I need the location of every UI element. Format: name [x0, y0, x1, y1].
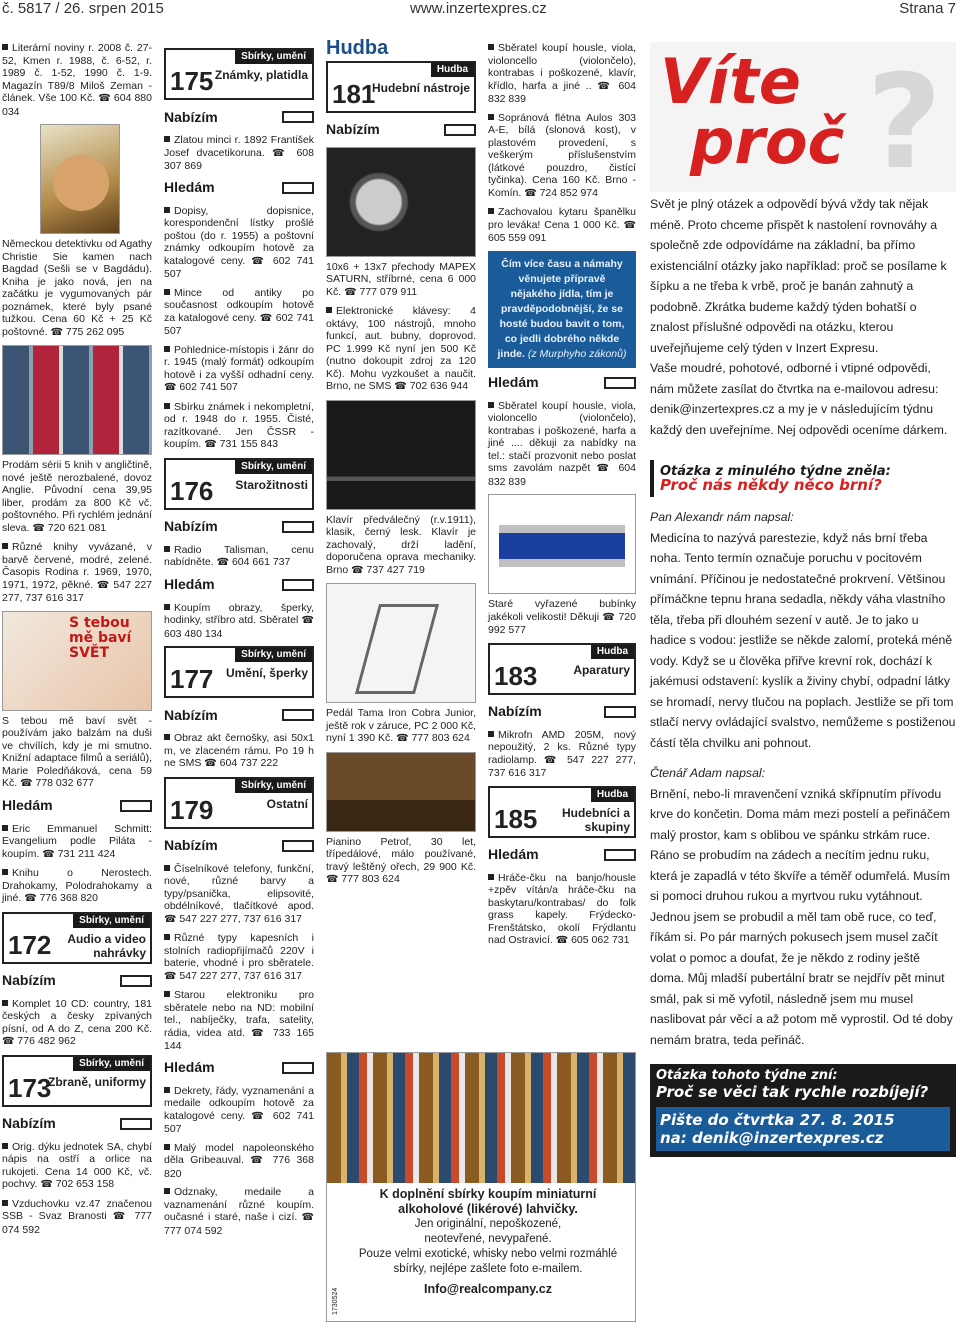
- issue-number: č. 5817 / 26. srpen 2015: [2, 0, 164, 17]
- classified-ad: Elektronické klávesy: 4 oktávy, 100 nástrojů, mnoho funkcí, aut. bubny, doprovod. PC 1.999 Kč nyní jen 500 Kč (nutno dokoupit zdroj za 120 Kč). Mohu vyzkoušet a naučit. Brno, ne SMS ☎ 702 636 944: [326, 305, 476, 392]
- phone-icon: ☎: [251, 255, 267, 267]
- category-number: 176: [170, 475, 214, 506]
- section-heading-nabizim: Nabízím: [164, 108, 314, 126]
- phone-icon: ☎: [204, 758, 217, 769]
- phone-icon: ☎: [251, 1027, 267, 1039]
- arrow-right-icon: [604, 706, 636, 718]
- classified-ad: Různé typy kapesních i stolních radiopřijímačů 220V i baterie, vhodné i pro sběratele. ☎ 547 227 277, 737 616 317: [164, 932, 314, 982]
- phone-icon: ☎: [32, 522, 45, 534]
- pianino-photo: [326, 752, 476, 832]
- phone-number: 776 482 962: [17, 1035, 76, 1047]
- classified-ad: Pedál Tama Iron Cobra Junior, ještě rok v záruce, PC 2 000 Kč, nyní 1 390 Kč. ☎ 777 803 624: [326, 707, 476, 744]
- classified-ad: Prodám sérii 5 knih v angličtině, nové ještě nerozbalené, dovoz Anglie. Původní cena 39,95 liber, prodám za 800 Kč vč. poštovného. Při rychlém jednání sleva. ☎ 720 621 081: [2, 459, 152, 534]
- category-label: Hudba: [591, 788, 634, 802]
- phone-number: 775 262 095: [65, 325, 125, 338]
- classified-ad: Obraz akt černošky, asi 50x1 m, ve zlaceném rámu. Po 19 h ne SMS ☎ 604 737 222: [164, 732, 314, 769]
- phone-number: 604 832 839: [488, 79, 636, 105]
- phone-icon: ☎: [524, 187, 537, 199]
- category-title: Hudebníci a skupiny: [561, 805, 630, 834]
- phone-icon: ☎: [112, 1211, 129, 1222]
- category-title: Aparatury: [573, 662, 630, 677]
- section-heading-nabizim: Nabízím: [164, 518, 314, 536]
- deadline-email[interactable]: na: denik@inzertexpres.cz: [660, 1128, 884, 1147]
- cover-title: S tebou mě baví SVĚT: [69, 614, 132, 661]
- category-label: Sbírky, umění: [235, 779, 312, 793]
- phone-icon: ☎: [351, 564, 364, 576]
- this-week-question-box: [650, 1064, 956, 1157]
- phone-icon: ☎: [164, 382, 177, 393]
- phone-icon: ☎: [164, 913, 177, 925]
- category-title: Umění, šperky: [225, 666, 308, 680]
- phone-icon: ☎: [98, 93, 111, 104]
- phone-number: 547 227 277, 737 616 317: [2, 578, 152, 604]
- phone-icon: ☎: [344, 286, 357, 298]
- classified-ad: Odznaky, medaile a vaznamenání různé koupím. oučasné i staré, naše i cizí. ☎ 777 074 592: [164, 1186, 314, 1237]
- last-question: Proč nás někdy něco brní?: [660, 475, 882, 494]
- category-183: [488, 643, 636, 695]
- phone-icon: ☎: [602, 611, 616, 623]
- book-photo-christie: [40, 124, 120, 234]
- ad-line: Jen originální, nepoškozené,: [414, 1218, 562, 1230]
- arrow-right-icon: [282, 111, 314, 123]
- arrow-left-icon: [282, 579, 314, 591]
- phone-number: 724 852 974: [539, 186, 598, 199]
- section-heading-hledam: Hledám: [488, 846, 636, 864]
- snare-drum-photo: [488, 494, 636, 594]
- phone-icon: ☎: [623, 219, 636, 231]
- phone-number: 720 992 577: [488, 610, 636, 636]
- drum-shell: [499, 525, 625, 567]
- arrow-right-icon: [282, 840, 314, 852]
- page-header: [0, 0, 960, 20]
- phone-number: 702 653 158: [55, 1178, 115, 1190]
- section-heading-hledam: Hledám: [164, 1059, 314, 1077]
- phone-number: 777 079 911: [359, 285, 418, 298]
- phone-number: 776 368 820: [39, 892, 98, 904]
- contact-email[interactable]: Info@realcompany.cz: [424, 1282, 552, 1296]
- classified-ad: Pohlednice-místopis i žánr do r. 1945 (malý formát) odkoupím hotově i za vyšší odhadní ceny. ☎ 602 741 507: [164, 343, 314, 393]
- book-cover-photo: [2, 611, 152, 711]
- category-number: 185: [494, 803, 538, 834]
- phone-number: 777 074 592: [164, 1224, 223, 1237]
- category-number: 183: [494, 660, 538, 691]
- arrow-left-icon: [120, 800, 152, 812]
- intro-text-2: Vaše moudré, pohotové, odborné i vtipné odpovědi, nám můžete zasílat do čtvrtka na e-mailovou adresu: denik@inzertexpres.cz a my je v následujícím týdnu každý den uveřejníme. Nej odpovědi oceníme dárkem.: [650, 361, 948, 437]
- phone-icon: ☎: [326, 874, 339, 885]
- last-question-label: Otázka z minulého týdne zněla:: [660, 464, 891, 479]
- phone-number: 737 427 719: [366, 563, 425, 576]
- section-heading-nabizim: Nabízím: [488, 703, 636, 721]
- page-number: Strana 7: [899, 0, 956, 17]
- last-question-box: [650, 460, 956, 497]
- section-heading-nabizim: Nabízím: [164, 837, 314, 855]
- classified-ad: Orig. dýku jednotek SA, chybí nápis na ostří a orlice na rukojeti. Cena 14 000 Kč, vč. pochvy. ☎ 702 653 158: [2, 1140, 152, 1190]
- phone-number: 604 737 222: [219, 757, 279, 769]
- drum-photo: [326, 147, 476, 257]
- classified-ad: Literární noviny r. 2008 č. 27-52, Kmen r. 1988, č. 6-52, r. 1989 č. 1-52, 1990 č. 1-9. Magazín T89/8 Miloš Zeman - článek. Vše 100 Kč. ☎ 604 880 034: [2, 42, 152, 118]
- phone-icon: ☎: [597, 80, 613, 92]
- category-label: Hudba: [591, 645, 634, 659]
- phone-number: 547 227 277, 737 616 317: [179, 969, 303, 982]
- category-172: [2, 912, 152, 964]
- this-week-question: Proč se věci tak rychle rozbíjejí?: [656, 1082, 929, 1101]
- phone-number: 602 741 507: [164, 1109, 314, 1135]
- category-label: Sbírky, umění: [235, 50, 312, 64]
- category-title: Hudební nástroje: [371, 80, 470, 95]
- phone-number: 604 661 737: [231, 556, 291, 568]
- website-url[interactable]: www.inzertexpres.cz: [410, 0, 547, 17]
- phone-icon: ☎: [301, 1212, 314, 1223]
- category-label: Sbírky, umění: [73, 1057, 150, 1071]
- classified-ad: Mikrofn AMD 205M, nový nepoužitý, 2 ks. Různé typy radiolamp. ☎ 547 227 277, 737 616 317: [488, 728, 636, 779]
- section-heading-nabizim: Nabízím: [164, 706, 314, 724]
- category-label: Sbírky, umění: [235, 648, 312, 662]
- category-title: Známky, platidla: [214, 68, 308, 82]
- category-title: Ostatní: [266, 796, 308, 811]
- deadline-date: Pište do čtvrtka 27. 8. 2015: [660, 1110, 895, 1129]
- category-title: Starožitnosti: [235, 477, 308, 492]
- section-title-hudba: Hudba: [326, 37, 389, 59]
- category-title: Audio a video nahrávky: [67, 931, 146, 960]
- classified-ad: Mince od antiky po současnost odkoupím hotově za katalogové ceny. ☎ 602 741 507: [164, 286, 314, 337]
- ad-title: K doplnění sbírky koupím miniaturní alkoholové (likérové) lahvičky.: [379, 1187, 597, 1216]
- classified-ad: Sběratel koupí housle, viola, violoncello (violončelo), kontrabas i poškozené, harfa a jiné .... děkuji za nabídky na tel.: stačí prozvonit nebo poslat sms zavolám nazpět ☎ 604 832 839: [488, 399, 636, 488]
- classified-ad: Staré vyřazené bubínky jakékoli velikosti! Děkuji ☎ 720 992 577: [488, 598, 636, 636]
- section-heading-hledam: Hledám: [2, 797, 152, 815]
- arrow-right-icon: [120, 1118, 152, 1130]
- category-label: Sbírky, umění: [73, 914, 150, 928]
- phone-number: 602 741 507: [164, 254, 314, 280]
- category-number: 172: [8, 929, 52, 960]
- piano-photo: [326, 400, 476, 510]
- phone-icon: ☎: [301, 615, 314, 626]
- book-cover-portrait: [53, 155, 109, 211]
- arrow-left-icon: [604, 377, 636, 389]
- phone-icon: ☎: [204, 439, 217, 450]
- phone-icon: ☎: [24, 893, 37, 904]
- column-music-b: [488, 42, 636, 954]
- classified-ad: Dekrety, řády, vyznamenání a medaile odkoupím hotově za katalogové ceny. ☎ 602 741 507: [164, 1084, 314, 1135]
- column-music-a: [326, 37, 476, 893]
- answer-text: Brnění, nebo-li mravenčení vzniká skřípnutím přívodu krve do končetin. Doma mám mezi postelí a peřináčem malý prostor, kam s oblibou ve spánku strkám ruce. Ráno se probudím na zádech a necítím jednu ruku, která je zapadlá v této škvíře a téměř odumřelá. Musím si pomoci druhou rukou a myrtvou ruku vytáhnout. Jednou jsem se probudil a měl tam obě ruce, co teď, říkám si. Po pár marných pokusech jsem musel začít volat o pomoc a doufat, že je někdo z rodiny ještě doma. Můj mladší pubertální bratr se nejdřív pět minut smál, pak si mě vyfotil, následně jsem mu musel naslibovat pár věcí a až potom mě vyprostil. Od té doby nemám bratra, teda peřináč.: [650, 786, 953, 1047]
- phone-icon: ☎: [40, 1179, 53, 1190]
- phone-number: 603 480 134: [164, 627, 223, 640]
- phone-icon: ☎: [396, 733, 409, 744]
- phone-icon: ☎: [250, 1155, 267, 1166]
- classified-ad: Dopisy, dopisnice, korespondenční lístky prošlé poštou (do r. 1955) a poštovní známky odkoupím hotově za katalogové ceny. ☎ 602 741 507: [164, 204, 314, 280]
- ad-line: Pouze velmi exotické, whisky nebo velmi rozmáhlé sbírky, nejlépe zašlete foto e-mailem.: [358, 1248, 618, 1275]
- phone-number: 702 636 944: [409, 380, 469, 392]
- quote-source: (z Murphyho zákonů): [527, 347, 627, 360]
- category-number: 175: [170, 66, 214, 96]
- murphy-quote: Čím více času a námahy věnujete přípravě nějakého jídla, tím je pravděpodobnější, že se hosté budou bavit o tom, co jedli dobrého někde jinde. (z Murphyho zákonů): [488, 251, 636, 368]
- classified-ad: Různé knihy vyvázané, v barvě červené, modré, zelené. Časopis Rodina r. 1969, 1970, 1971, 1972, pěkné. ☎ 547 227 277, 737 616 317: [2, 541, 152, 604]
- category-177: [164, 646, 314, 698]
- phone-icon: ☎: [164, 970, 177, 982]
- phone-number: 731 211 424: [57, 847, 116, 860]
- miniature-bottles-ad: [326, 1052, 636, 1322]
- category-185: [488, 786, 636, 838]
- question-mark-icon: ?: [866, 46, 942, 198]
- section-heading-hledam: Hledám: [164, 576, 314, 594]
- column-books: [2, 42, 152, 1242]
- intro-text: Svět je plný otázek a odpovědí bývá vždy tak nějak méně. Proto chceme přispět k nastolení rovnováhy a společně zde odpovídáme na základní, ba přímo existenciální otázky jako například: proč se posílame k šípku a ne třeba k vrbě, proč je banán zahnutý a podobně. Zkrátka budeme každý týden bohatší o znalost příslušné odpovědi na otázku, kterou uveřejňujeme celý týden v Inzert Expresu.: [650, 197, 947, 355]
- phone-icon: ☎: [50, 326, 63, 338]
- phone-number: 720 621 081: [47, 521, 107, 534]
- phone-number: 605 559 091: [488, 232, 547, 244]
- answer-author: Čtenář Adam napsal:: [650, 766, 766, 780]
- phone-icon: ☎: [42, 848, 55, 860]
- book-series-photo: [2, 345, 152, 455]
- classified-ad: Radio Talisman, cenu nabídněte. ☎ 604 661 737: [164, 543, 314, 568]
- phone-icon: ☎: [543, 754, 561, 766]
- category-number: 177: [170, 664, 214, 694]
- classified-ad: Starou elektroniku pro sběratele nebo na ND: mobilní tel., nabíječky, trafa, satelity, rádia, videa atd. ☎ 733 165 144: [164, 989, 314, 1052]
- phone-number: 776 368 820: [164, 1154, 314, 1180]
- phone-number: 733 165 144: [164, 1026, 314, 1052]
- arrow-right-icon: [120, 975, 152, 987]
- classified-ad: S tebou mě baví svět - používám jako balzám na duši ve chvílích, kdy je mi smutno. Knižní adaptace filmů a seriálů), Marie Poledňáková, cena 59 Kč. ☎ 778 032 677: [2, 714, 152, 789]
- classified-ad: Sběratel koupí housle, viola, violoncello (violončelo), kontrabas i poškozené, klavír, křídlo, harfa a jiné .. ☎ 604 832 839: [488, 42, 636, 105]
- category-number: 181: [332, 78, 376, 109]
- phone-number: 547 227 277, 737 616 317: [179, 912, 303, 925]
- answer-text: Medicína to nazývá parestezie, když nás brní třeba noha. Tento termín označuje poruchu v pocitovém vnímání. Příčinou je nedostatečné prokrvení. Většinou přímáčkne tepnu hrana sedadla, někdy váha vlastního těla, třeba při dlouhém sezení v autě. Je to jako u hadice s vodou: jestliže se někde zalomí, proteká méně vody. Když se u člověka přiřve krevní rok, dochází k jakémusi odstavení: kyslík a živiny chybí, odpadní látky se hromadí, nervy tlučou na poplach. Jestliže se při tom stlačí nervy ovládající svalstvo, nemůžeme s postiženou částí těla chvilku ani pohnout.: [650, 530, 956, 750]
- classified-ad: Německou detektivku od Agathy Christie Sie kamen nach Bagdad (Sešli se v Bagdádu). Kniha je jako nová, jen na začátku je vygumovaných pár poznámek, které byly psané tužkou. Cena 60 Kč + 25 Kč poštovné. ☎ 775 262 095: [2, 238, 153, 338]
- phone-number: 602 741 507: [179, 381, 238, 393]
- category-number: 173: [8, 1072, 52, 1103]
- classified-ad: Zachovalou kytaru španělku pro leváka! Cena 1 000 Kč. ☎ 605 559 091: [488, 206, 636, 244]
- classified-ad: Hráče-čku na banjo/housle +zpěv vítán/a hráče-čku na baskytaru/kontrabas/ do folk grass kapely. Frýdecko-Frenštátsko, okolí Frýdlantu nad Ostravicí. ☎ 605 062 731: [488, 871, 636, 946]
- phone-number: 777 074 592: [2, 1210, 152, 1236]
- category-179: [164, 777, 314, 829]
- section-heading-hledam: Hledám: [488, 374, 636, 392]
- arrow-right-icon: [282, 709, 314, 721]
- classified-ad: Pianino Petrof, 30 let, třípedálové, málo používané, travý leštěný ořech, 29 900 Kč. ☎ 777 803 624: [326, 835, 476, 885]
- phone-icon: ☎: [555, 935, 569, 946]
- this-week-label: Otázka tohoto týdne zní:: [656, 1068, 838, 1083]
- phone-icon: ☎: [20, 778, 33, 789]
- column-vite-proc: [650, 42, 956, 1157]
- classified-ad: Klavír předválečný (r.v.1911), klasik, černý lesk. Klavír je zachovalý, drží ladění, doporučena oprava mechaniky. Brno ☎ 737 427 719: [326, 513, 476, 576]
- arrow-left-icon: [282, 1062, 314, 1074]
- pedal-shape: [355, 604, 439, 694]
- phone-icon: ☎: [251, 1110, 267, 1122]
- classified-ad: Komplet 10 CD: country, 181 českých a česky zpívaných písní, od A do Z, cena 200 Kč. ☎ 776 482 962: [2, 997, 152, 1047]
- category-173: [2, 1055, 152, 1107]
- arrow-left-icon: [282, 182, 314, 194]
- category-175: [164, 48, 314, 100]
- phone-number: 604 832 839: [488, 462, 636, 488]
- phone-number: 547 227 277, 737 616 317: [488, 753, 636, 779]
- phone-number: 777 803 624: [411, 732, 470, 744]
- deadline-box: [656, 1107, 950, 1151]
- phone-number: 777 803 624: [341, 873, 400, 885]
- category-181: [326, 61, 476, 113]
- phone-icon: ☎: [272, 147, 290, 159]
- answer-author: Pan Alexandr nám napsal:: [650, 510, 794, 524]
- phone-icon: ☎: [96, 579, 110, 591]
- title-proc: proč: [690, 105, 845, 178]
- phone-icon: ☎: [596, 463, 613, 474]
- phone-icon: ☎: [2, 1036, 15, 1047]
- bottles-photo: [327, 1053, 635, 1183]
- arrow-right-icon: [282, 521, 314, 533]
- classified-ad: Sopránová flétna Aulos 303 A-E, bílá (slonová kost), v plastovém provedení, s veškerým příslušenstvím (látkové pouzdro, čistící tyčinka). Cena 160 Kč. Brno - Komín. ☎ 724 852 974: [488, 111, 636, 199]
- classified-ad: Knihu o Nerostech. Drahokamy, Polodrahokamy a jiné. ☎ 776 368 820: [2, 867, 152, 904]
- column-collections: [164, 42, 314, 1243]
- classified-ad: Eric Emmanuel Schmitt: Evangelium podle Piláta - koupím. ☎ 731 211 424: [2, 822, 152, 860]
- classified-ad: Koupím obrazy, šperky, hodinky, stříbro atd. Sběratel ☎ 603 480 134: [164, 601, 314, 640]
- arrow-right-icon: [444, 124, 476, 136]
- pedal-photo: [326, 583, 476, 703]
- section-heading-nabizim: Nabízím: [2, 1115, 152, 1133]
- ad-line: neotevřené, nevypařené.: [424, 1233, 552, 1245]
- section-heading-nabizim: Nabízím: [2, 972, 152, 990]
- arrow-left-icon: [604, 849, 636, 861]
- phone-number: 731 155 843: [219, 438, 279, 450]
- phone-icon: ☎: [216, 557, 230, 568]
- ad-code: 1730524: [332, 1287, 339, 1315]
- classified-ad: Zlatou minci r. 1892 František Josef dvacetikoruna. ☎ 608 307 869: [164, 134, 314, 172]
- classified-ad: Číselníkové telefony, funkční, nové, různé barvy a typy/psanička, elipsovité, obdélníkové, tlačítkové apod. ☎ 547 227 277, 737 616 317: [164, 862, 314, 925]
- title-vite: Víte: [660, 45, 801, 118]
- category-number: 179: [170, 794, 214, 825]
- classified-ad: 10x6 + 13x7 přechody MAPEX SATURN, stříbrné, cena 6 000 Kč. ☎ 777 079 911: [326, 260, 476, 298]
- category-176: [164, 458, 314, 510]
- classified-ad: Malý model napoleonského děla Gribeauval. ☎ 776 368 820: [164, 1141, 314, 1180]
- phone-number: 608 307 869: [164, 146, 314, 172]
- phone-number: 605 062 731: [571, 934, 630, 946]
- phone-number: 778 032 677: [35, 777, 94, 789]
- phone-icon: ☎: [259, 312, 273, 324]
- classified-ad: Vzduchovku vz.47 značenou SSB - Svaz Branosti ☎ 777 074 592: [2, 1197, 152, 1236]
- section-heading-hledam: Hledám: [164, 179, 314, 197]
- vite-proc-banner: [650, 42, 956, 198]
- section-heading-nabizim: Nabízím: [326, 121, 476, 139]
- phone-number: 602 741 507: [164, 311, 314, 337]
- classified-ad: Sbírku známek i nekompletní, od r. 1948 do r. 1955. Čisté, razítkované. Jen ČSSR - koupím. ☎ 731 155 843: [164, 400, 314, 450]
- category-label: Sbírky, umění: [235, 460, 312, 474]
- category-title: Zbraně, uniformy: [47, 1074, 146, 1089]
- phone-icon: ☎: [394, 381, 407, 392]
- category-label: Hudba: [431, 63, 474, 77]
- phone-number: 604 880 034: [2, 92, 152, 118]
